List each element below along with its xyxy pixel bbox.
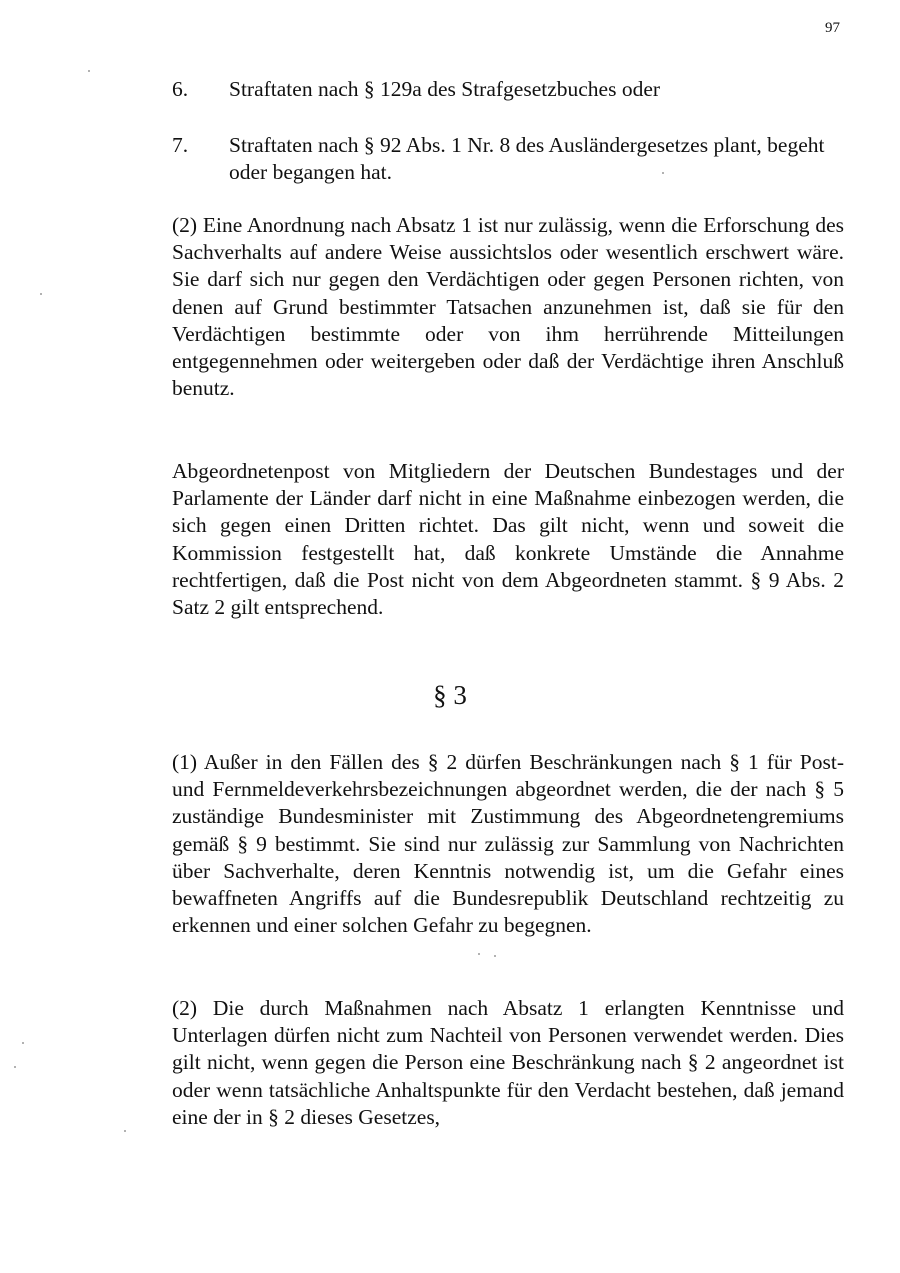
paragraph-section3-absatz-1: (1) Außer in den Fällen des § 2 dürfen Beschränkungen nach § 1 für Post- und Fernmeldeverkehrsbezeichnungen abgeordnet werden, die der nach § 5 zuständige Bundesminister mit Zustimmung des Abgeordnetengremiums gemäß § 9 bestimmt. Sie sind nur zulässig zur Sammlung von Nachrichten über Sachverhalte, deren Kenntnis notwendig ist, um die Gefahr eines bewaffneten Angriffs auf die Bundesrepublik Deutschland rechtzeitig zu erkennen und einer solchen Gefahr zu begegnen. (172, 750, 844, 938)
list-item-text: Straftaten nach § 92 Abs. 1 Nr. 8 des Ausländergesetzes plant, begeht oder begangen hat. (229, 133, 825, 184)
scan-speck (662, 172, 664, 174)
paragraph-absatz-2: (2) Eine Anordnung nach Absatz 1 ist nur zulässig, wenn die Erforschung des Sachverhalts auf andere Weise aussichtslos oder wesentlich erschwert wäre. Sie darf sich nur gegen den Verdächtigen oder gegen Personen richten, von denen auf Grund bestimmter Tatsachen anzunehmen ist, daß sie für den Verdächtigen bestimmte oder von ihm herrührende Mitteilungen entgegennehmen oder weitergeben oder daß der Verdächtige ihren Anschluß benutz. (172, 213, 844, 401)
scan-speck (40, 293, 42, 295)
paragraph-section3-absatz-2: (2) Die durch Maßnahmen nach Absatz 1 erlangten Kenntnisse und Unterlagen dürfen nicht zum Nachteil von Personen verwendet werden. Dies gilt nicht, wenn gegen die Person eine Beschränkung nach § 2 angeordnet ist oder wenn tatsächliche Anhaltspunkte für den Verdacht bestehen, daß jemand eine der in § 2 dieses Gesetzes, (172, 996, 844, 1129)
scan-speck (494, 955, 496, 957)
list-item-number: 6. (172, 77, 189, 101)
scan-speck (22, 1042, 24, 1044)
section-heading: § 3 (433, 680, 467, 710)
scan-speck (88, 70, 90, 72)
list-item-text: Straftaten nach § 129a des Strafgesetzbuches oder (229, 77, 661, 101)
list-item-number: 7. (172, 133, 189, 157)
page-number: 97 (825, 20, 840, 36)
scan-speck (124, 1130, 126, 1132)
scan-speck (14, 1066, 16, 1068)
list-item (172, 132, 844, 186)
paragraph-abgeordnetenpost: Abgeordnetenpost von Mitgliedern der Deutschen Bundestages und der Parlamente der Länder darf nicht in eine Maßnahme einbezogen werden, die sich gegen einen Dritten richtet. Das gilt nicht, wenn und soweit die Kommission festgestellt hat, daß konkrete Umstände die Annahme rechtfertigen, daß die Post nicht von dem Abgeordneten stammt. § 9 Abs. 2 Satz 2 gilt entsprechend. (172, 459, 844, 620)
scan-speck (478, 953, 480, 955)
list-item (172, 76, 844, 103)
